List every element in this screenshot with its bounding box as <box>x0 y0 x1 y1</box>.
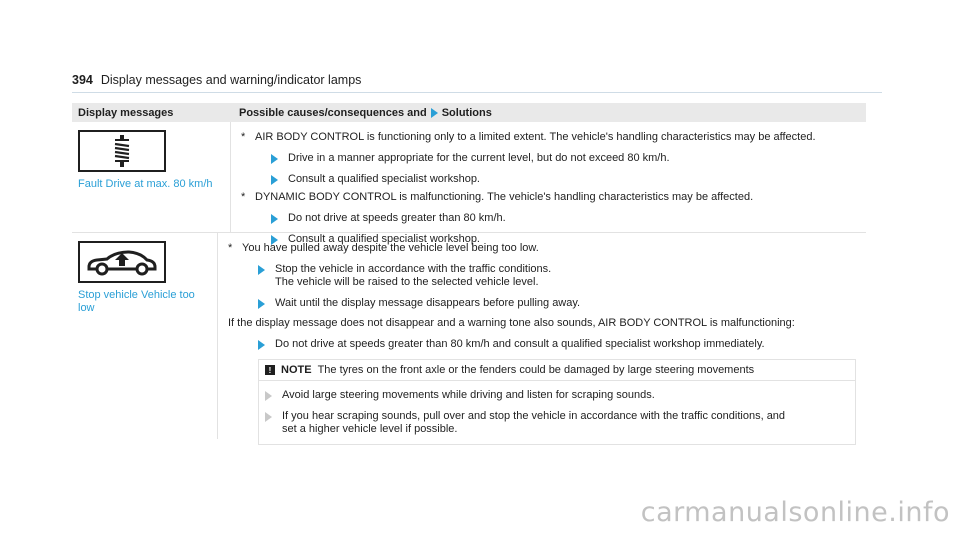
table-row <box>72 233 866 439</box>
causes-cell <box>218 233 866 439</box>
suspension-spring-icon <box>78 130 166 172</box>
solution-text: Consult a qualified specialist workshop. <box>288 173 480 185</box>
note-step <box>265 389 849 402</box>
header-divider <box>72 92 882 93</box>
car-raise-level-icon <box>78 241 166 283</box>
causes-cell <box>231 122 866 245</box>
cause-item: * AIR BODY CONTROL is functioning only to a limited extent. The vehicle's handling characteristics may be affected. <box>241 131 816 143</box>
arrow-icon <box>258 265 265 275</box>
solution-step <box>241 173 856 186</box>
arrow-icon <box>258 340 265 350</box>
arrow-icon <box>271 214 278 224</box>
arrow-icon <box>265 412 272 422</box>
arrow-icon <box>431 108 438 118</box>
solution-text: Wait until the display message disappears before pulling away. <box>275 297 581 309</box>
cause-item: * DYNAMIC BODY CONTROL is malfunctioning. The vehicle's handling characteristics may be affected. <box>241 191 754 203</box>
solution-text: The vehicle will be raised to the selected vehicle level. <box>275 276 539 288</box>
solution-step <box>228 297 856 310</box>
solution-text: Consult a qualified specialist workshop. <box>288 233 480 245</box>
warning-icon: ! <box>265 365 275 375</box>
table-header <box>72 103 866 122</box>
arrow-icon <box>271 154 278 164</box>
cause-text: DYNAMIC BODY CONTROL is malfunctioning. The vehicle's handling characteristics may be affected. <box>255 191 754 203</box>
col-header-causes-label: Possible causes/consequences and <box>239 106 427 119</box>
display-message-cell <box>72 122 231 232</box>
solution-text: Do not drive at speeds greater than 80 km/h. <box>288 212 506 224</box>
col-header-solutions-label: Solutions <box>441 106 492 119</box>
note-step-text: Avoid large steering movements while driving and listen for scraping sounds. <box>282 389 655 401</box>
display-message-text: Stop vehicle Vehicle too low <box>78 289 195 314</box>
note-step-text: set a higher vehicle level if possible. <box>282 423 458 435</box>
solution-step <box>241 212 856 225</box>
note-text: The tyres on the front axle or the fenders could be damaged by large steering movements <box>317 364 755 376</box>
messages-table <box>72 103 866 439</box>
solution-step <box>228 338 856 351</box>
col-header-causes <box>231 107 866 119</box>
cause-text: AIR BODY CONTROL is functioning only to a limited extent. The vehicle's handling characteristics may be affected. <box>255 131 816 143</box>
cause-text: You have pulled away despite the vehicle level being too low. <box>242 242 539 254</box>
arrow-icon <box>265 391 272 401</box>
cause-item: * You have pulled away despite the vehicle level being too low. <box>228 242 539 254</box>
display-message-text: Fault Drive at max. 80 km/h <box>78 178 213 190</box>
solution-text: Stop the vehicle in accordance with the traffic conditions. <box>275 263 552 275</box>
solution-step <box>241 152 856 165</box>
solution-step <box>228 263 856 289</box>
solution-text: Do not drive at speeds greater than 80 km/h and consult a qualified specialist workshop immediately. <box>275 338 765 350</box>
note-step <box>265 410 849 436</box>
page-number: 394 <box>72 73 93 87</box>
watermark: carmanualsonline.info <box>640 497 950 528</box>
note-box <box>258 359 856 445</box>
note-body <box>259 389 855 444</box>
note-header <box>259 360 855 381</box>
table-row <box>72 122 866 245</box>
col-header-display-messages: Display messages <box>78 106 174 119</box>
note-title: NOTE <box>281 364 312 376</box>
page-header <box>72 73 361 87</box>
arrow-icon <box>271 175 278 185</box>
note-step-text: If you hear scraping sounds, pull over and stop the vehicle in accordance with the traffic conditions, and <box>282 410 786 422</box>
page-title: Display messages and warning/indicator lamps <box>100 73 362 87</box>
display-message-cell <box>72 233 218 439</box>
extra-condition: If the display message does not disappear and a warning tone also sounds, AIR BODY CONTROL is malfunctioning: <box>228 317 795 329</box>
solution-text: Drive in a manner appropriate for the current level, but do not exceed 80 km/h. <box>288 152 670 164</box>
arrow-icon <box>258 299 265 309</box>
